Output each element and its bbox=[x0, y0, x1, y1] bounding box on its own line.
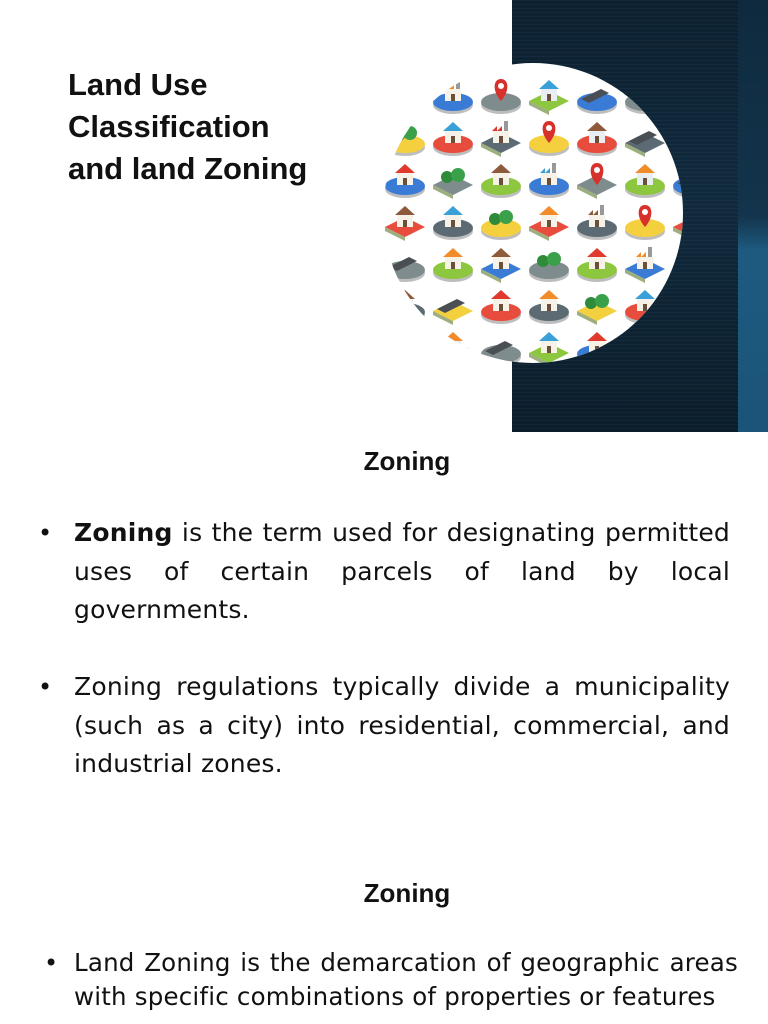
slide-title bbox=[68, 64, 368, 190]
isometric-house-icon bbox=[529, 206, 569, 241]
factory-icon bbox=[625, 247, 665, 283]
road-icon bbox=[625, 131, 665, 157]
isometric-house-icon bbox=[433, 248, 473, 282]
tree-icon bbox=[433, 168, 473, 199]
isometric-house-icon bbox=[385, 80, 425, 115]
office-building-icon bbox=[625, 164, 665, 198]
isometric-house-icon bbox=[481, 164, 521, 198]
section-heading-zoning-2: Zoning bbox=[363, 878, 451, 908]
tree-icon bbox=[481, 210, 521, 240]
factory-icon bbox=[481, 121, 521, 157]
bullet-land-zoning bbox=[74, 946, 738, 1014]
map-pin-icon bbox=[481, 79, 521, 114]
isometric-house-icon bbox=[433, 122, 473, 156]
bullet-text: Zoning regulations typically divide a municipality (such as a city) into residential, commercial, and industrial zones. bbox=[74, 672, 730, 778]
isometric-house-icon bbox=[385, 164, 425, 198]
isometric-icon-grid bbox=[383, 63, 683, 363]
isometric-house-icon bbox=[577, 248, 617, 282]
map-pin-icon bbox=[385, 331, 425, 363]
bullet-zoning-regulations bbox=[74, 668, 730, 784]
factory-icon bbox=[529, 163, 569, 198]
bold-term: Zoning bbox=[74, 518, 173, 547]
office-building-icon bbox=[385, 290, 425, 324]
factory-icon bbox=[433, 79, 473, 114]
map-pin-icon bbox=[577, 163, 617, 199]
title-line-1: Land Use bbox=[68, 67, 208, 102]
tree-icon bbox=[577, 294, 617, 325]
isometric-house-icon bbox=[529, 290, 569, 324]
isometric-house-icon bbox=[481, 248, 521, 283]
bullet-text: Land Zoning is the demarcation of geographic areas with specific combinations of properties or features bbox=[74, 948, 738, 1011]
tree-icon bbox=[529, 252, 569, 282]
tree-icon bbox=[385, 126, 425, 156]
isometric-house-icon bbox=[481, 290, 521, 324]
title-line-2: Classification bbox=[68, 109, 270, 144]
map-pin-icon bbox=[529, 121, 569, 156]
title-line-3: and land Zoning bbox=[68, 151, 308, 186]
road-icon bbox=[433, 299, 473, 325]
map-pin-icon bbox=[625, 205, 665, 240]
isometric-house-icon bbox=[385, 206, 425, 241]
road-icon bbox=[577, 89, 617, 114]
isometric-house-icon bbox=[433, 206, 473, 240]
bullet-text: is the term used for designating permitted uses of certain parcels of land by local governments. bbox=[74, 518, 730, 624]
bullet-zoning-definition bbox=[74, 514, 730, 630]
office-building-icon bbox=[577, 122, 617, 156]
factory-icon bbox=[577, 205, 617, 240]
road-icon bbox=[481, 341, 521, 363]
title-slide bbox=[0, 0, 768, 432]
isometric-city-illustration bbox=[383, 63, 683, 363]
isometric-house-icon bbox=[529, 332, 569, 363]
office-building-icon bbox=[433, 332, 473, 363]
office-building-icon bbox=[529, 80, 569, 115]
section-heading-zoning: Zoning bbox=[363, 446, 451, 476]
road-icon bbox=[385, 257, 425, 282]
accent-strip bbox=[738, 0, 768, 432]
